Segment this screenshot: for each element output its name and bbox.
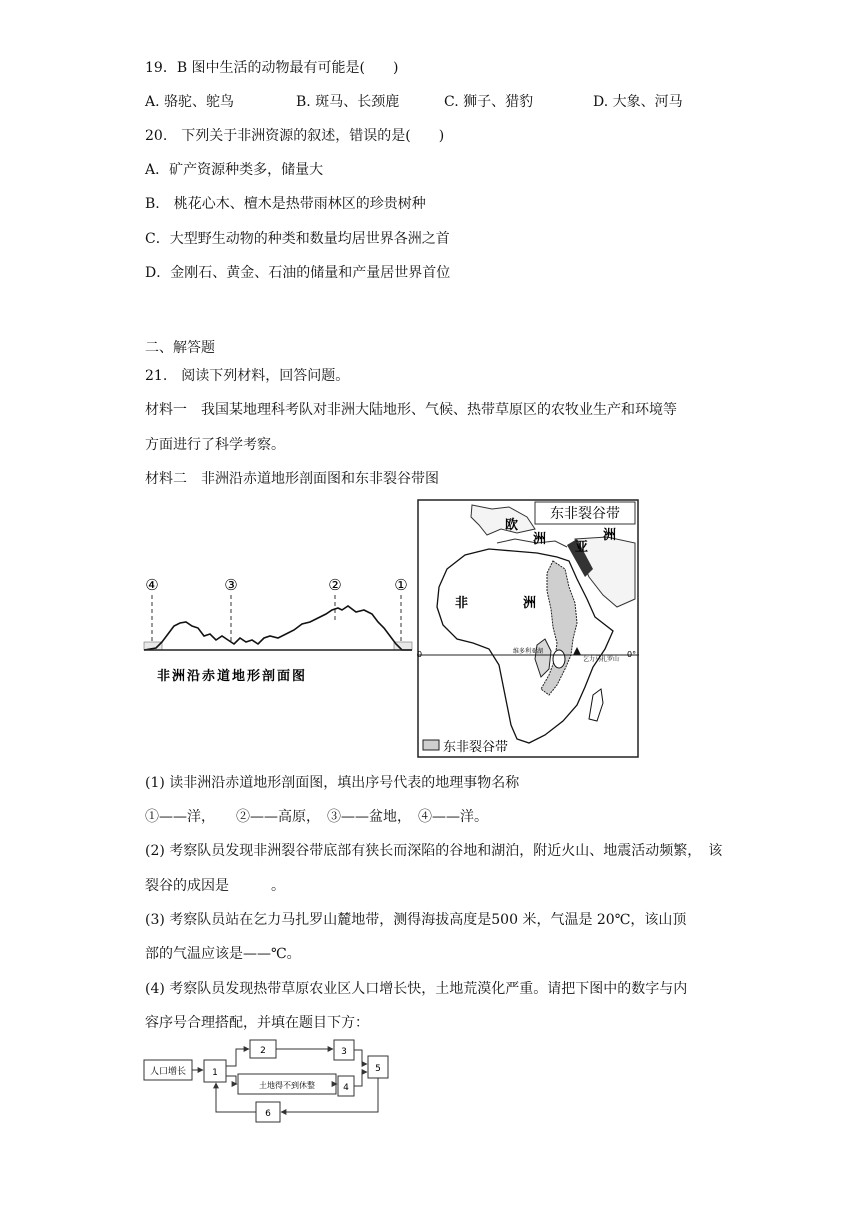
flow-n3: 3 [341, 1047, 347, 1057]
q20-option-d: D．金刚石、黄金、石油的储量和产量居世界首位 [145, 265, 451, 281]
map-title: 东非裂谷带 [550, 506, 620, 522]
q20-option-b: B. 桃花心木、檀木是热带雨林区的珍贵树种 [145, 196, 426, 212]
marker-2: ② [328, 576, 342, 594]
profile-caption: 非洲沿赤道地形剖面图 [156, 669, 308, 684]
legend-swatch [423, 740, 439, 750]
material1-line2: 方面进行了科学考察。 [145, 437, 285, 453]
profile-markers [145, 576, 407, 594]
flow-mid-label: 土地得不到休整 [259, 1081, 315, 1090]
flow-diagram [142, 1036, 394, 1126]
q19-option-c: C. 狮子、猎豹 [444, 94, 534, 110]
flow-n4: 4 [343, 1083, 349, 1093]
label-africa-1: 非 [455, 596, 469, 611]
q20-option-a: A．矿产资源种类多，储量大 [145, 162, 324, 178]
material1-line1: 材料一 我国某地理科考队对非洲大陆地形、气候、热带草原区的农牧业生产和环境等 [145, 402, 677, 418]
flow-n6: 6 [265, 1109, 271, 1119]
label-zero-east: 0° [627, 650, 637, 659]
label-africa-2: 洲 [523, 596, 537, 611]
subq-2b: 裂谷的成因是 。 [145, 878, 285, 894]
q19-option-b: B. 斑马、长颈鹿 [296, 94, 400, 110]
q19-option-d: D. 大象、河马 [593, 94, 683, 110]
equator-profile-figure [142, 570, 414, 695]
label-asia-2: 洲 [603, 528, 617, 543]
section-heading: 二、解答题 [145, 340, 215, 356]
terrain-profile-line [144, 606, 412, 650]
q21-stem: 21. 阅读下列材料，回答问题。 [145, 368, 350, 384]
flow-n2: 2 [260, 1046, 266, 1056]
subq-4a: (4) 考察队员发现热带草原农业区人口增长快，土地荒漠化严重。请把下图中的数字与内 [145, 981, 688, 997]
lake-victoria [553, 650, 565, 668]
legend-label: 东非裂谷带 [443, 740, 509, 755]
q19-stem: 19．B 图中生活的动物最有可能是( ) [145, 60, 399, 76]
label-europe-1: 欧 [505, 518, 519, 533]
subq-4b: 容序号合理搭配，并填在题目下方： [145, 1015, 369, 1031]
label-kilimanjaro: 乞力马扎罗山 [583, 656, 620, 663]
q19-option-a: A. 骆驼、鸵鸟 [145, 94, 235, 110]
marker-3: ③ [224, 576, 238, 594]
subq-2a: (2) 考察队员发现非洲裂谷带底部有狭长而深陷的谷地和湖泊，附近火山、地震活动频繁， 该 [145, 843, 723, 859]
subq-1a: (1) 读非洲沿赤道地形剖面图，填出序号代表的地理事物名称 [145, 775, 520, 791]
label-asia-1: 亚 [575, 540, 589, 555]
q20-stem: 20. 下列关于非洲资源的叙述，错误的是( ) [145, 128, 445, 144]
subq-1b: ①——洋， ②——高原， ③——盆地， ④——洋。 [145, 809, 488, 825]
q20-option-c: C．大型野生动物的种类和数量均居世界各洲之首 [145, 231, 450, 247]
ocean-right-shading [394, 642, 412, 650]
flow-n1: 1 [212, 1068, 218, 1078]
marker-4: ④ [145, 576, 159, 594]
flow-n5: 5 [375, 1064, 381, 1074]
subq-3a: (3) 考察队员站在乞力马扎罗山麓地带，测得海拔高度是500 米，气温是 20℃，该山顶 [145, 912, 687, 928]
label-lake-victoria: 维多利亚湖 [513, 648, 544, 655]
material2-line: 材料二 非洲沿赤道地形剖面图和东非裂谷带图 [145, 471, 439, 487]
label-zero-west: 0 [417, 650, 423, 659]
east-africa-rift-map [417, 499, 639, 758]
flow-start-label: 人口增长 [149, 1067, 187, 1077]
label-europe-2: 洲 [533, 532, 547, 547]
subq-3b: 部的气温应该是——℃。 [145, 946, 301, 962]
marker-1: ① [394, 576, 408, 594]
